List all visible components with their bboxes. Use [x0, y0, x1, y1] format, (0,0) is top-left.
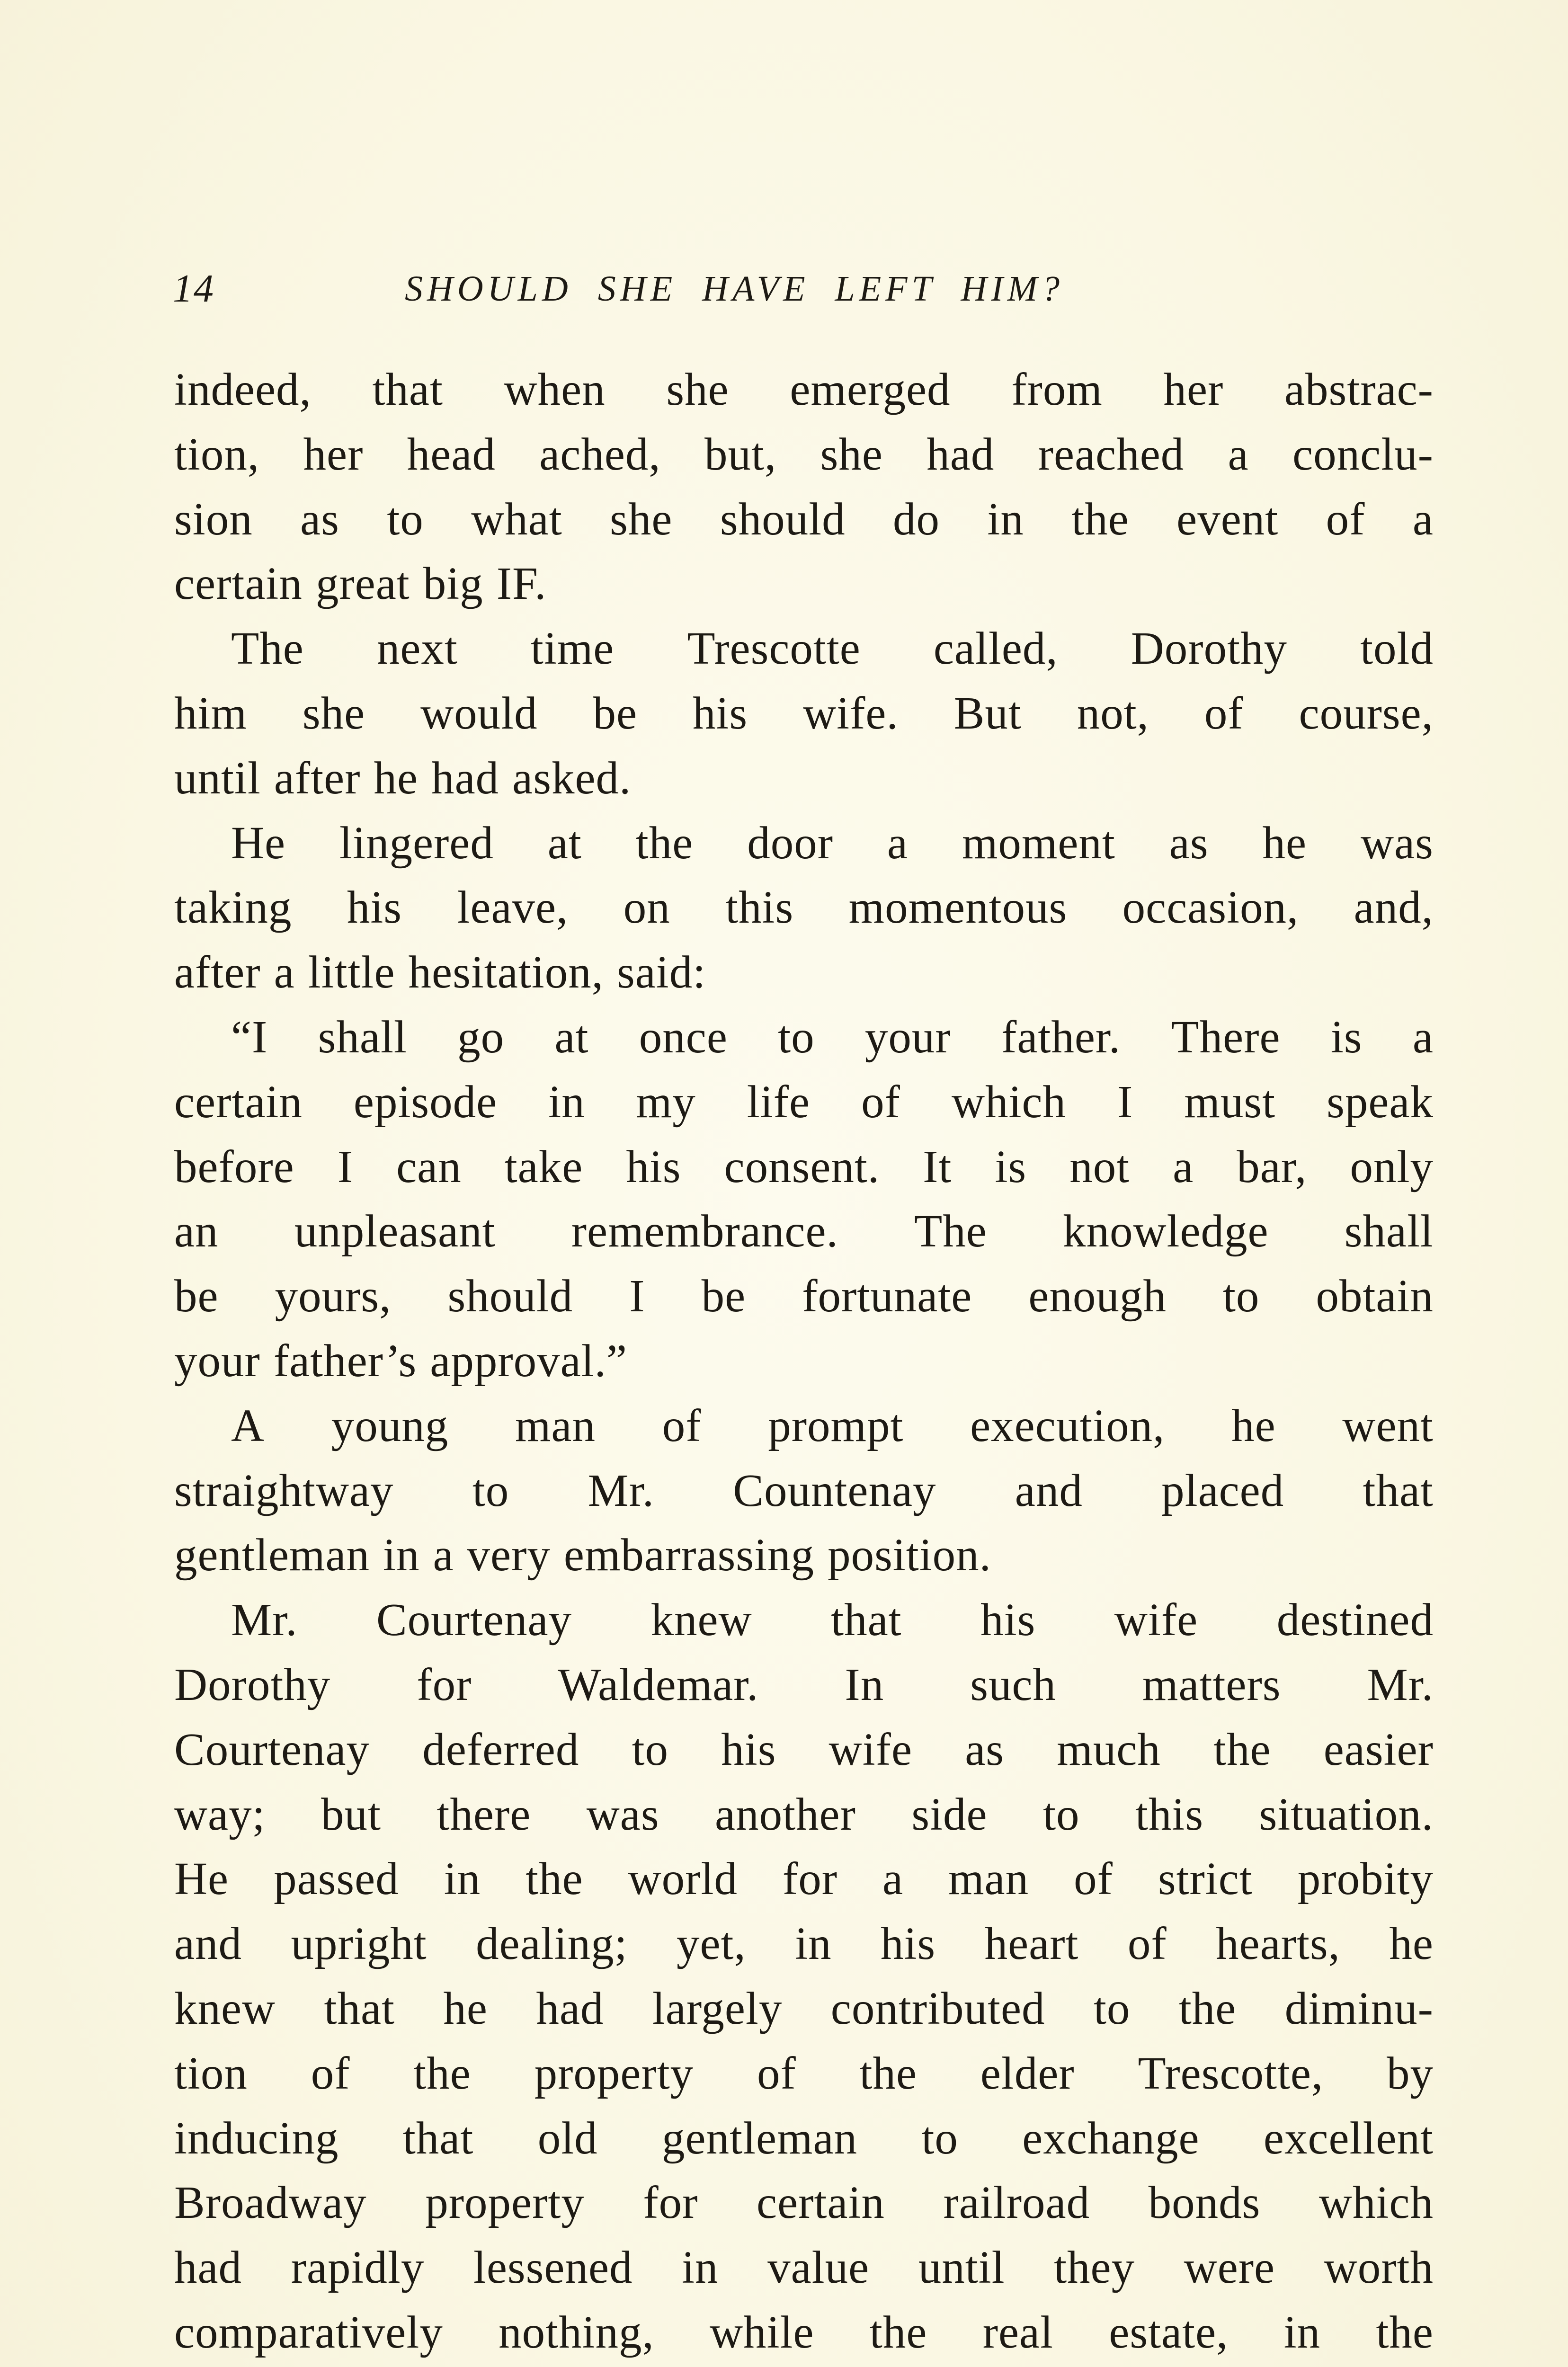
text-line [174, 1459, 1434, 1523]
word: A [231, 1400, 265, 1451]
word: He [174, 1853, 229, 1904]
word: in [1283, 2306, 1321, 2358]
word: had [927, 428, 995, 480]
page-header [173, 263, 1432, 315]
word: shall [1344, 1206, 1434, 1257]
word: he [374, 752, 419, 803]
text-line [174, 1912, 1434, 1976]
word: not, [1077, 687, 1149, 739]
word: property [425, 2177, 585, 2228]
word: momentous [848, 882, 1068, 933]
word: bar, [1237, 1141, 1307, 1192]
word: your [864, 1011, 951, 1062]
word: In [845, 1659, 884, 1710]
word: a [1412, 1011, 1434, 1062]
word: this [1135, 1789, 1204, 1840]
word: had [174, 2242, 242, 2293]
word: certain [757, 2177, 885, 2228]
text-line [174, 487, 1434, 552]
word: a [274, 947, 295, 998]
text-line [174, 746, 1434, 811]
word: of [1074, 1853, 1113, 1904]
word: in [795, 1918, 832, 1969]
word: a [882, 1853, 904, 1904]
word: fortunate [802, 1271, 972, 1322]
text-line [174, 552, 1434, 616]
word: property [534, 2047, 694, 2099]
word: There [1171, 1011, 1281, 1062]
word: at [554, 1011, 589, 1062]
word: tion [174, 2047, 248, 2099]
word: would [420, 687, 538, 739]
word: this [725, 882, 794, 933]
word: contributed [830, 1983, 1045, 2034]
word: yet, [676, 1918, 746, 1969]
word: to [921, 2112, 958, 2163]
word: dealing; [476, 1918, 628, 1969]
word: probity [1297, 1853, 1434, 1904]
word: a [1228, 428, 1249, 480]
word: lessened [473, 2242, 633, 2293]
word: he [443, 1983, 488, 2034]
word: straightway [174, 1465, 394, 1516]
word: for [782, 1853, 838, 1904]
word: enough [1028, 1271, 1167, 1322]
word: to [387, 493, 424, 544]
word: that [831, 1594, 902, 1646]
word: should [720, 493, 846, 544]
word: take [504, 1141, 583, 1192]
word: his [721, 1724, 776, 1775]
word: asked. [512, 752, 632, 803]
word: of [1204, 687, 1244, 739]
text-line [174, 1588, 1434, 1653]
word: to [1093, 1983, 1131, 2034]
word: comparatively [174, 2306, 443, 2358]
word: can [396, 1141, 462, 1192]
word: in [548, 1076, 585, 1127]
word: episode [353, 1076, 498, 1127]
word: Dorothy [1131, 623, 1288, 674]
word: certain [174, 1076, 303, 1127]
word: “I [231, 1011, 268, 1062]
word: execution, [970, 1400, 1165, 1451]
word: the [1071, 493, 1129, 544]
text-line [174, 940, 1434, 1005]
page-number: 14 [173, 267, 214, 311]
text-line [174, 2171, 1434, 2235]
word: the [1178, 1983, 1237, 2034]
word: on [623, 882, 670, 933]
word: position. [828, 1530, 991, 1581]
word: after [274, 752, 361, 803]
text-line [174, 1329, 1434, 1394]
word: excellent [1263, 2112, 1434, 2163]
word: heart [984, 1918, 1079, 1969]
word: life [747, 1076, 811, 1127]
word: unpleasant [294, 1206, 496, 1257]
text-line [174, 681, 1434, 746]
text-line [174, 1199, 1434, 1264]
text-line [174, 1523, 1434, 1588]
word: head [407, 428, 496, 480]
text-line [174, 2235, 1434, 2300]
word: went [1342, 1400, 1434, 1451]
word: your [174, 1335, 260, 1386]
word: Dorothy [174, 1659, 331, 1710]
word: in [682, 2242, 719, 2293]
word: her [1163, 364, 1224, 415]
word: conclu- [1292, 428, 1434, 480]
word: must [1184, 1076, 1276, 1127]
word: I [1117, 1076, 1133, 1127]
word: father’s [273, 1335, 417, 1386]
word: Waldemar. [558, 1659, 759, 1710]
word: worth [1324, 2242, 1434, 2293]
word: the [859, 2047, 918, 2099]
word: hearts, [1216, 1918, 1340, 1969]
word: event [1176, 493, 1279, 544]
word: Mr. [588, 1465, 654, 1516]
word: of [1326, 493, 1365, 544]
word: for [417, 1659, 472, 1710]
word: an [174, 1206, 219, 1257]
word: she [820, 428, 883, 480]
word: be [174, 1271, 219, 1322]
word: wife [829, 1724, 913, 1775]
word: But [953, 687, 1022, 739]
word: exchange [1022, 2112, 1200, 2163]
word: called, [933, 623, 1058, 674]
word: leave, [457, 882, 569, 933]
word: of [757, 2047, 796, 2099]
word: certain [174, 558, 303, 609]
word: destined [1276, 1594, 1434, 1646]
word: hesitation, [408, 947, 604, 998]
word: Mr. [1367, 1659, 1434, 1710]
word: very [467, 1530, 551, 1581]
word: big [423, 558, 483, 609]
text-line [174, 2300, 1434, 2365]
word: prompt [768, 1400, 904, 1451]
word: go [457, 1011, 505, 1062]
word: the [526, 1853, 583, 1904]
word: when [504, 364, 606, 415]
word: the [1213, 1724, 1271, 1775]
word: bonds [1148, 2177, 1261, 2228]
word: knew [174, 1983, 276, 2034]
word: course, [1299, 687, 1434, 739]
word: but, [704, 428, 777, 480]
word: old [537, 2112, 598, 2163]
word: inducing [174, 2112, 339, 2163]
word: He [231, 817, 286, 868]
text-line [174, 1847, 1434, 1912]
word: wife [1114, 1594, 1198, 1646]
word: had [536, 1983, 604, 2034]
word: approval.” [430, 1335, 627, 1386]
word: matters [1142, 1659, 1281, 1710]
word: emerged [790, 364, 951, 415]
word: great [315, 558, 410, 609]
word: nothing, [499, 2306, 654, 2358]
word: knowledge [1062, 1206, 1269, 1257]
word: she [666, 364, 729, 415]
word: and [1015, 1465, 1083, 1516]
word: value [767, 2242, 870, 2293]
word: of [1127, 1918, 1167, 1969]
word: once [639, 1011, 728, 1062]
word: which [1319, 2177, 1434, 2228]
text-line [174, 357, 1434, 422]
text-line [174, 1717, 1434, 1782]
word: upright [291, 1918, 427, 1969]
word: not [1069, 1141, 1130, 1192]
word: there [437, 1789, 531, 1840]
word: was [1361, 817, 1434, 868]
text-line [174, 422, 1434, 487]
word: only [1350, 1141, 1434, 1192]
word: gentleman [174, 1530, 370, 1581]
body-text [174, 357, 1434, 2365]
word: what [471, 493, 562, 544]
word: The [231, 623, 304, 674]
word: to [1043, 1789, 1080, 1840]
word: until [918, 2242, 1005, 2293]
text-line [174, 1264, 1434, 1329]
word: had [431, 752, 499, 803]
word: of [861, 1076, 900, 1127]
word: after [174, 947, 261, 998]
word: much [1057, 1724, 1161, 1775]
word: such [970, 1659, 1057, 1710]
word: from [1011, 364, 1103, 415]
word: strict [1158, 1853, 1253, 1904]
word: Trescotte, [1138, 2047, 1324, 2099]
word: Courtenay [376, 1594, 572, 1646]
word: ached, [539, 428, 661, 480]
word: his [626, 1141, 681, 1192]
word: be [701, 1271, 746, 1322]
text-line [174, 2106, 1434, 2171]
word: railroad [943, 2177, 1090, 2228]
word: said: [616, 947, 706, 998]
word: to [472, 1465, 509, 1516]
word: easier [1323, 1724, 1434, 1775]
word: which [951, 1076, 1067, 1127]
word: man [515, 1400, 596, 1451]
word: of [311, 2047, 350, 2099]
word: time [530, 623, 615, 674]
word: to [778, 1011, 815, 1062]
word: I [337, 1141, 354, 1192]
word: her [303, 428, 364, 480]
word: real [982, 2306, 1054, 2358]
word: wife. [803, 687, 899, 739]
word: a [1173, 1141, 1194, 1192]
word: young [331, 1400, 449, 1451]
text-line [174, 1782, 1434, 1847]
word: and [174, 1918, 242, 1969]
word: Mr. [231, 1594, 298, 1646]
word: tion, [174, 428, 260, 480]
word: as [1169, 817, 1209, 868]
word: in [444, 1853, 481, 1904]
word: but [321, 1789, 381, 1840]
word: was [586, 1789, 659, 1840]
word: the [635, 817, 694, 868]
word: next [376, 623, 458, 674]
word: to [1222, 1271, 1260, 1322]
word: Countenay [733, 1465, 936, 1516]
word: knew [650, 1594, 752, 1646]
word: be [593, 687, 638, 739]
word: way; [174, 1789, 266, 1840]
text-line [174, 1135, 1434, 1200]
word: occasion, [1122, 882, 1299, 933]
text-line [174, 616, 1434, 681]
word: his [347, 882, 402, 933]
word: do [892, 493, 940, 544]
word: a [887, 817, 909, 868]
word: he [1231, 1400, 1276, 1451]
word: his [980, 1594, 1036, 1646]
word: diminu- [1284, 1983, 1434, 2034]
word: she [610, 493, 673, 544]
word: The [914, 1206, 987, 1257]
word: the [413, 2047, 471, 2099]
word: at [547, 817, 582, 868]
word: remembrance. [571, 1206, 838, 1257]
word: until [174, 752, 261, 803]
word: his [880, 1918, 936, 1969]
word: as [300, 493, 339, 544]
word: world [628, 1853, 738, 1904]
word: father. [1001, 1011, 1121, 1062]
word: to [632, 1724, 669, 1775]
text-line [174, 1070, 1434, 1135]
word: largely [652, 1983, 783, 2034]
word: door [747, 817, 834, 868]
word: sion [174, 493, 253, 544]
word: is [995, 1141, 1027, 1192]
word: while [710, 2306, 814, 2358]
word: It [923, 1141, 952, 1192]
word: the [1376, 2306, 1434, 2358]
word: a [1412, 493, 1434, 544]
word: that [324, 1983, 395, 2034]
word: of [662, 1400, 702, 1451]
text-line [174, 1005, 1434, 1070]
text-line [174, 1976, 1434, 2041]
word: embarrassing [563, 1530, 815, 1581]
word: speak [1327, 1076, 1434, 1127]
word: my [636, 1076, 696, 1127]
word: for [643, 2177, 698, 2228]
word: he [1389, 1918, 1434, 1969]
word: were [1184, 2242, 1275, 2293]
word: deferred [422, 1724, 579, 1775]
word: that [402, 2112, 474, 2163]
text-line [174, 2041, 1434, 2106]
word: yours, [275, 1271, 392, 1322]
word: that [372, 364, 443, 415]
text-line [174, 875, 1434, 940]
word: little [308, 947, 395, 998]
word: estate, [1109, 2306, 1229, 2358]
text-line [174, 1394, 1434, 1459]
word: the [869, 2306, 927, 2358]
word: she [302, 687, 365, 739]
text-line [174, 811, 1434, 876]
word: is [1330, 1011, 1363, 1062]
word: his [692, 687, 748, 739]
word: placed [1161, 1465, 1284, 1516]
word: side [911, 1789, 988, 1840]
word: taking [174, 882, 292, 933]
word: gentleman [662, 2112, 858, 2163]
word: that [1363, 1465, 1434, 1516]
word: shall [318, 1011, 407, 1062]
word: rapidly [291, 2242, 425, 2293]
running-title: SHOULD SHE HAVE LEFT HIM? [405, 269, 1064, 309]
word: man [948, 1853, 1029, 1904]
word: reached [1038, 428, 1185, 480]
word: I [629, 1271, 645, 1322]
word: Broadway [174, 2177, 367, 2228]
word: another [715, 1789, 856, 1840]
word: in [987, 493, 1024, 544]
word: in [383, 1530, 420, 1581]
word: by [1386, 2047, 1434, 2099]
word: he [1262, 817, 1307, 868]
word: moment [962, 817, 1115, 868]
word: situation. [1259, 1789, 1434, 1840]
word: obtain [1316, 1271, 1434, 1322]
word: consent. [724, 1141, 880, 1192]
word: passed [274, 1853, 399, 1904]
word: as [965, 1724, 1005, 1775]
word: abstrac- [1284, 364, 1434, 415]
word: Courtenay [174, 1724, 370, 1775]
word: a [433, 1530, 454, 1581]
word: told [1360, 623, 1434, 674]
word: indeed, [174, 364, 312, 415]
word: him [174, 687, 247, 739]
word: and, [1354, 882, 1434, 933]
word: IF. [496, 558, 547, 609]
word: lingered [339, 817, 494, 868]
text-line [174, 1653, 1434, 1717]
word: elder [980, 2047, 1075, 2099]
word: before [174, 1141, 294, 1192]
word: should [447, 1271, 573, 1322]
word: they [1054, 2242, 1135, 2293]
word: Trescotte [687, 623, 861, 674]
